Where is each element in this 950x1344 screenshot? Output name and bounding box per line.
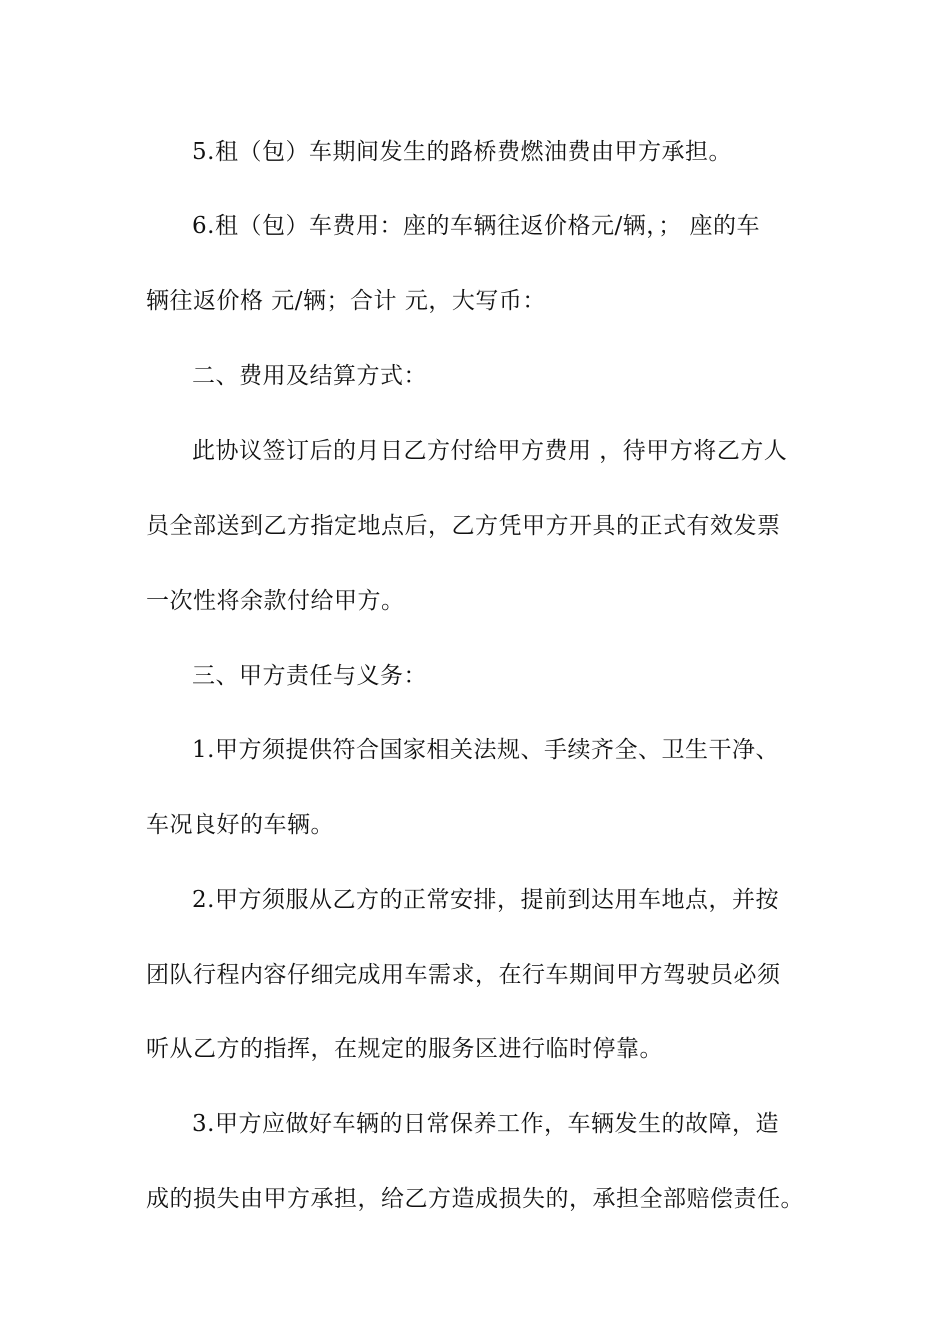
section-2-heading: 二、费用及结算方式： — [192, 363, 427, 389]
payment-paragraph-line-3: 一次性将余款付给甲方。 — [146, 588, 405, 614]
clause-6-line-1: 6.租（包）车费用：座的车辆往返价格元/辆，； 座的车 — [192, 213, 761, 239]
duty-1-line-1: 1.甲方须提供符合国家相关法规、手续齐全、卫生干净、 — [192, 737, 779, 763]
duty-3-line-2: 成的损失由甲方承担，给乙方造成损失的，承担全部赔偿责任。 — [146, 1186, 804, 1212]
payment-paragraph-line-1: 此协议签订后的月日乙方付给甲方费用 ，待甲方将乙方人 — [192, 438, 788, 464]
duty-1-line-2: 车况良好的车辆。 — [146, 812, 334, 838]
clause-6-line-2: 辆往返价格 元/辆；合计 元，大写币： — [146, 288, 546, 314]
duty-2-line-2: 团队行程内容仔细完成用车需求，在行车期间甲方驾驶员必须 — [146, 962, 781, 988]
duty-3-line-1: 3.甲方应做好车辆的日常保养工作，车辆发生的故障，造 — [192, 1111, 779, 1137]
payment-paragraph-line-2: 员全部送到乙方指定地点后，乙方凭甲方开具的正式有效发票 — [146, 513, 781, 539]
section-3-heading: 三、甲方责任与义务： — [192, 663, 427, 689]
clause-5-line-1: 5.租（包）车期间发生的路桥费燃油费由甲方承担。 — [192, 139, 732, 165]
duty-2-line-3: 听从乙方的指挥，在规定的服务区进行临时停靠。 — [146, 1036, 663, 1062]
duty-2-line-1: 2.甲方须服从乙方的正常安排，提前到达用车地点，并按 — [192, 887, 779, 913]
